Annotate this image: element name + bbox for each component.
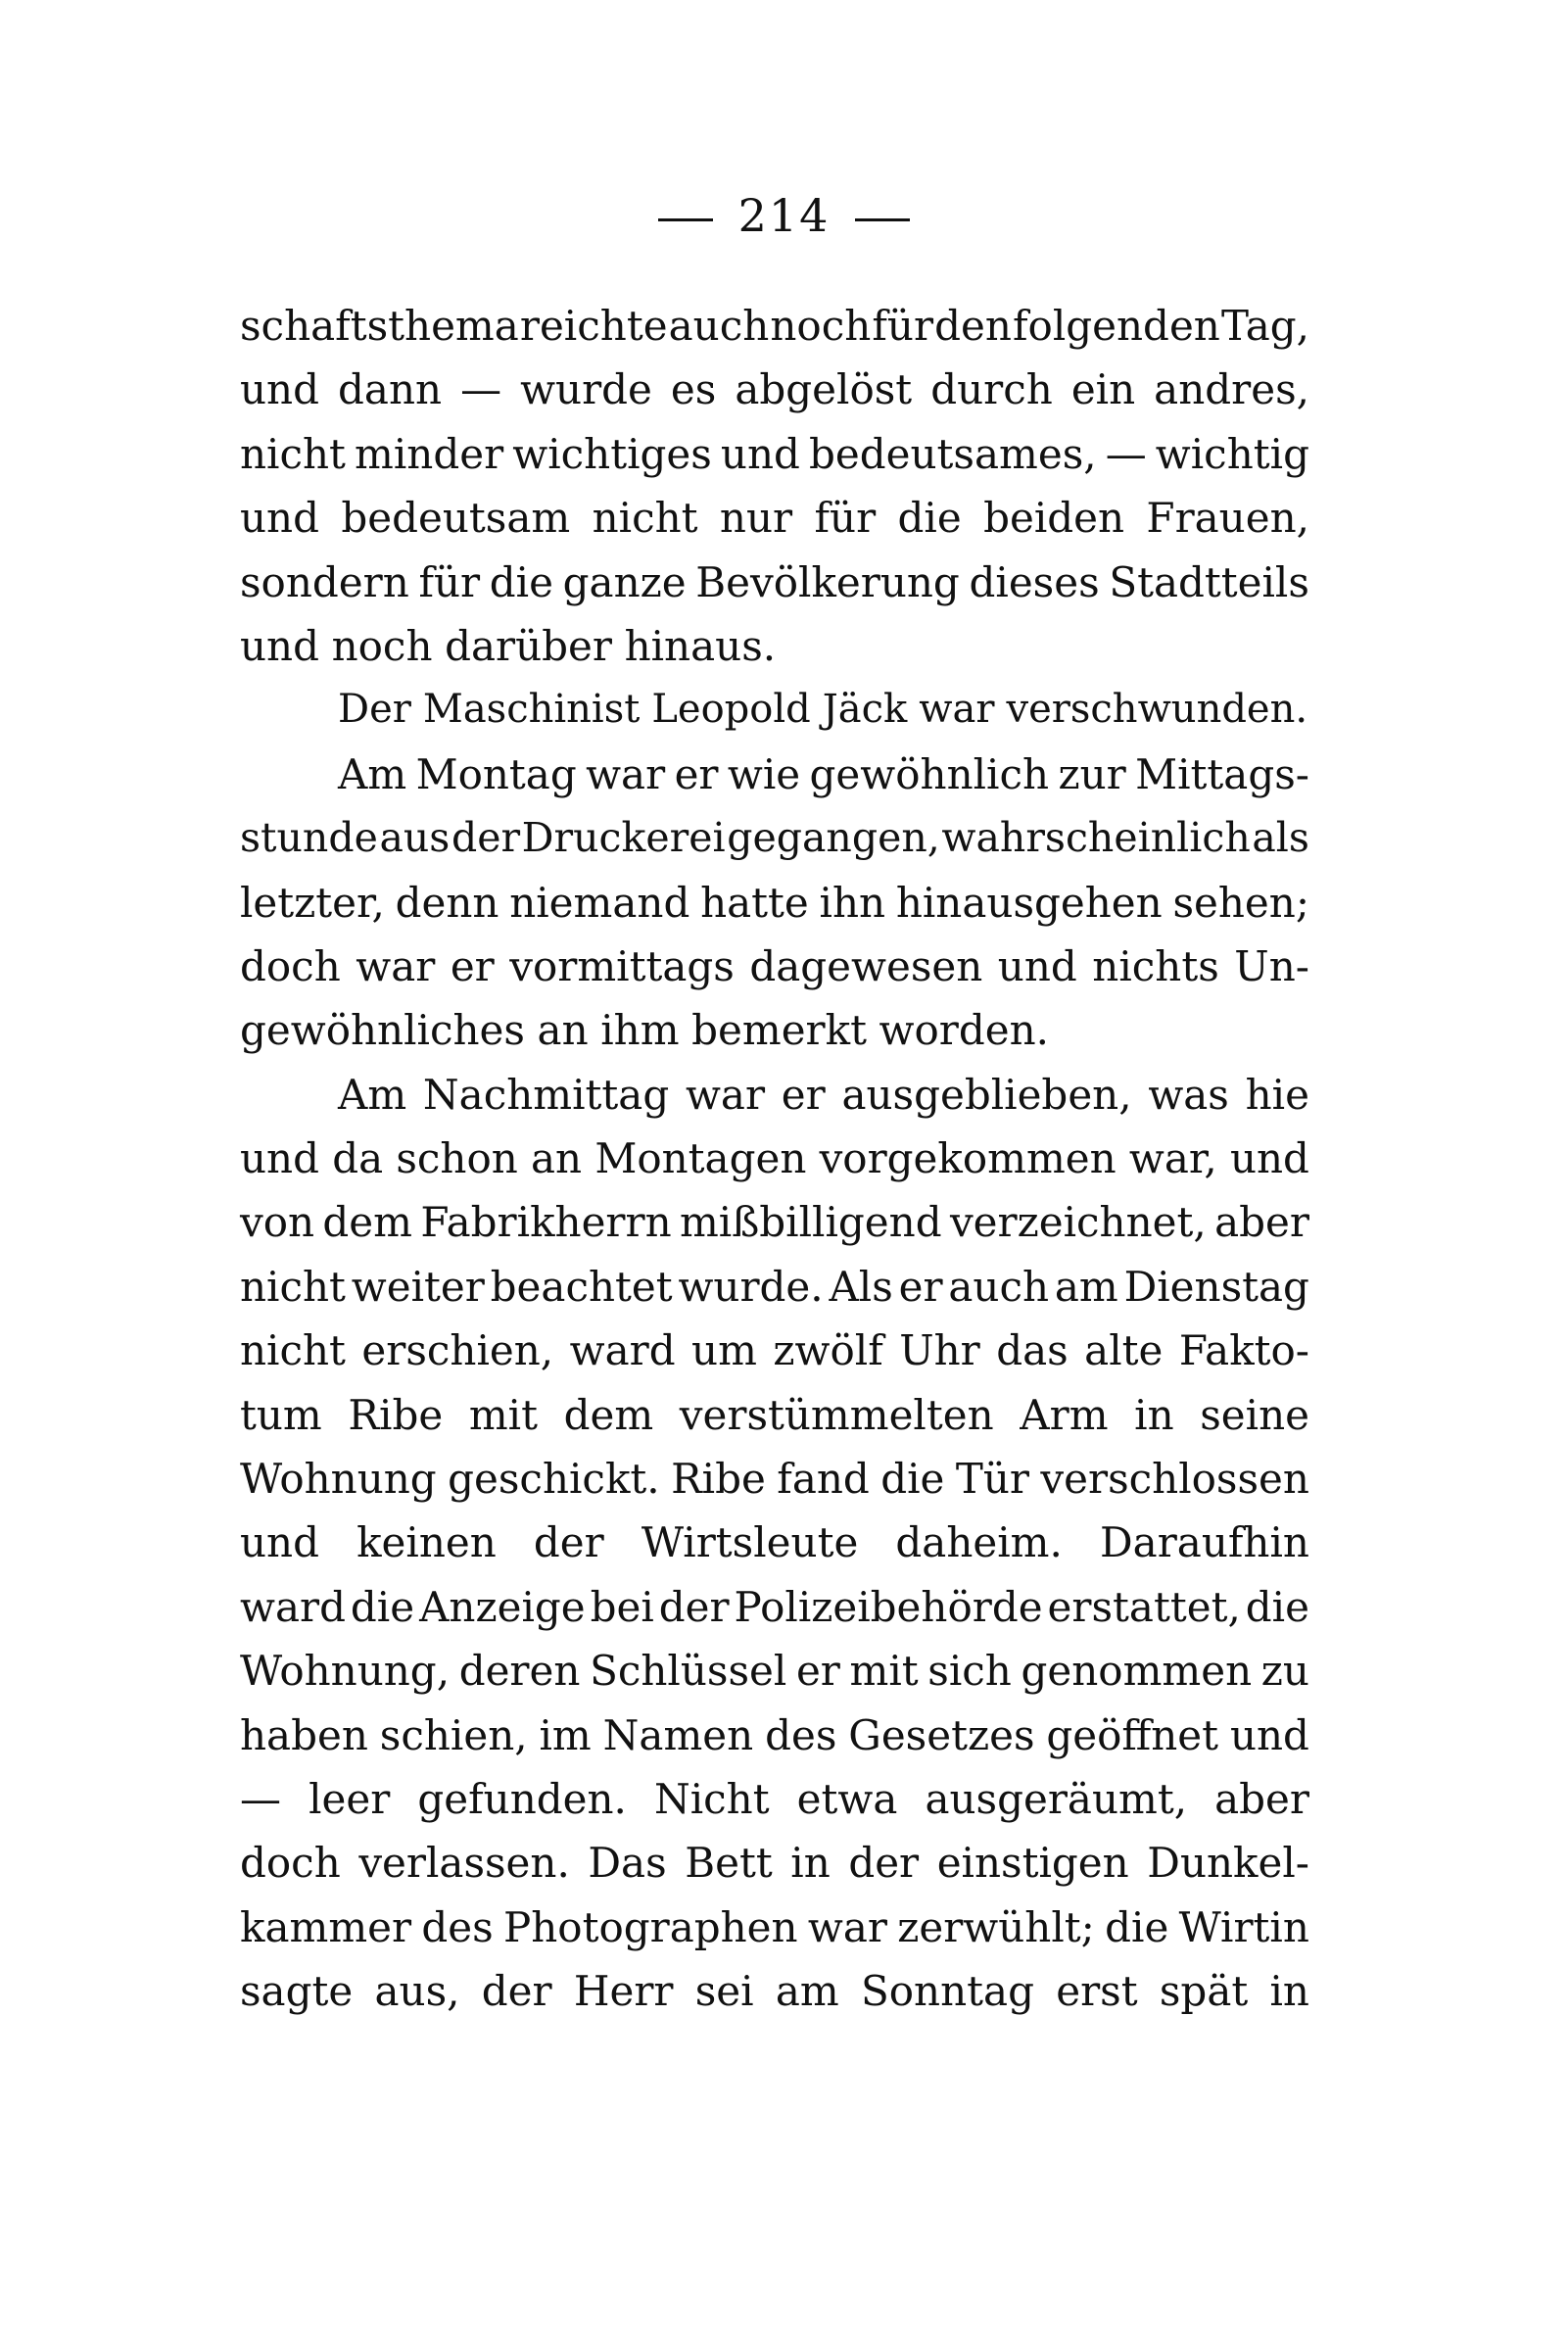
text-line: Am Montag war er wie gewöhnlich zur Mittags- (338, 749, 1309, 798)
text-line: doch verlassen. Das Bett in der einstigen Dunkel- (240, 1839, 1309, 1888)
text-line: schaftsthema reichte auch noch für den folgenden Tag, (240, 302, 1309, 350)
text-line: kammer des Photographen war zerwühlt; die Wirtin (240, 1902, 1309, 1951)
text-line: — leer gefunden. Nicht etwa ausgeräumt, aber (240, 1774, 1309, 1823)
text-line: letzter, denn niemand hatte ihn hinausgehen sehen; (240, 878, 1309, 927)
text-line: Wohnung geschickt. Ribe fand die Tür verschlossen (240, 1455, 1309, 1504)
text-line: und noch darüber hinaus. (240, 621, 777, 670)
text-line: ward die Anzeige bei der Polizeibehörde erstattet, die (240, 1582, 1309, 1631)
text-line: sondern für die ganze Bevölkerung dieses Stadtteils (240, 557, 1309, 606)
text-line: stunde aus der Druckerei gegangen, wahrscheinlich als (240, 814, 1309, 862)
text-line: gewöhnliches an ihm bemerkt worden. (240, 1006, 1050, 1055)
body-text (240, 294, 1309, 2024)
text-line: von dem Fabrikherrn mißbilligend verzeichnet, aber (240, 1198, 1309, 1247)
text-line: und keinen der Wirtsleute daheim. Daraufhin (240, 1518, 1309, 1567)
left-dash (658, 218, 713, 221)
text-line: Am Nachmittag war er ausgeblieben, was hie (338, 1070, 1309, 1119)
text-line: nicht minder wichtiges und bedeutsames, — wichtig (240, 429, 1309, 478)
text-line: sagte aus, der Herr sei am Sonntag erst spät in (240, 1967, 1309, 2016)
right-dash (855, 218, 910, 221)
text-line: haben schien, im Namen des Gesetzes geöffnet und (240, 1710, 1309, 1759)
text-line: und dann — wurde es abgelöst durch ein andres, (240, 365, 1309, 414)
text-line: und bedeutsam nicht nur für die beiden Frauen, (240, 494, 1309, 543)
text-line: doch war er vormittags dagewesen und nichts Un- (240, 941, 1309, 990)
text-line: tum Ribe mit dem verstümmelten Arm in seine (240, 1390, 1309, 1439)
text-line: nicht erschien, ward um zwölf Uhr das alte Fakto- (240, 1326, 1309, 1375)
text-line: Wohnung, deren Schlüssel er mit sich genommen zu (240, 1647, 1309, 1696)
text-line: Der Maschinist Leopold Jäck war verschwunden. (338, 687, 1308, 733)
page-number: 214 (737, 189, 831, 242)
text-line: nicht weiter beachtet wurde. Als er auch am Dienstag (240, 1262, 1309, 1311)
text-line: und da schon an Montagen vorgekommen war, und (240, 1134, 1309, 1183)
page-header (0, 186, 1568, 245)
